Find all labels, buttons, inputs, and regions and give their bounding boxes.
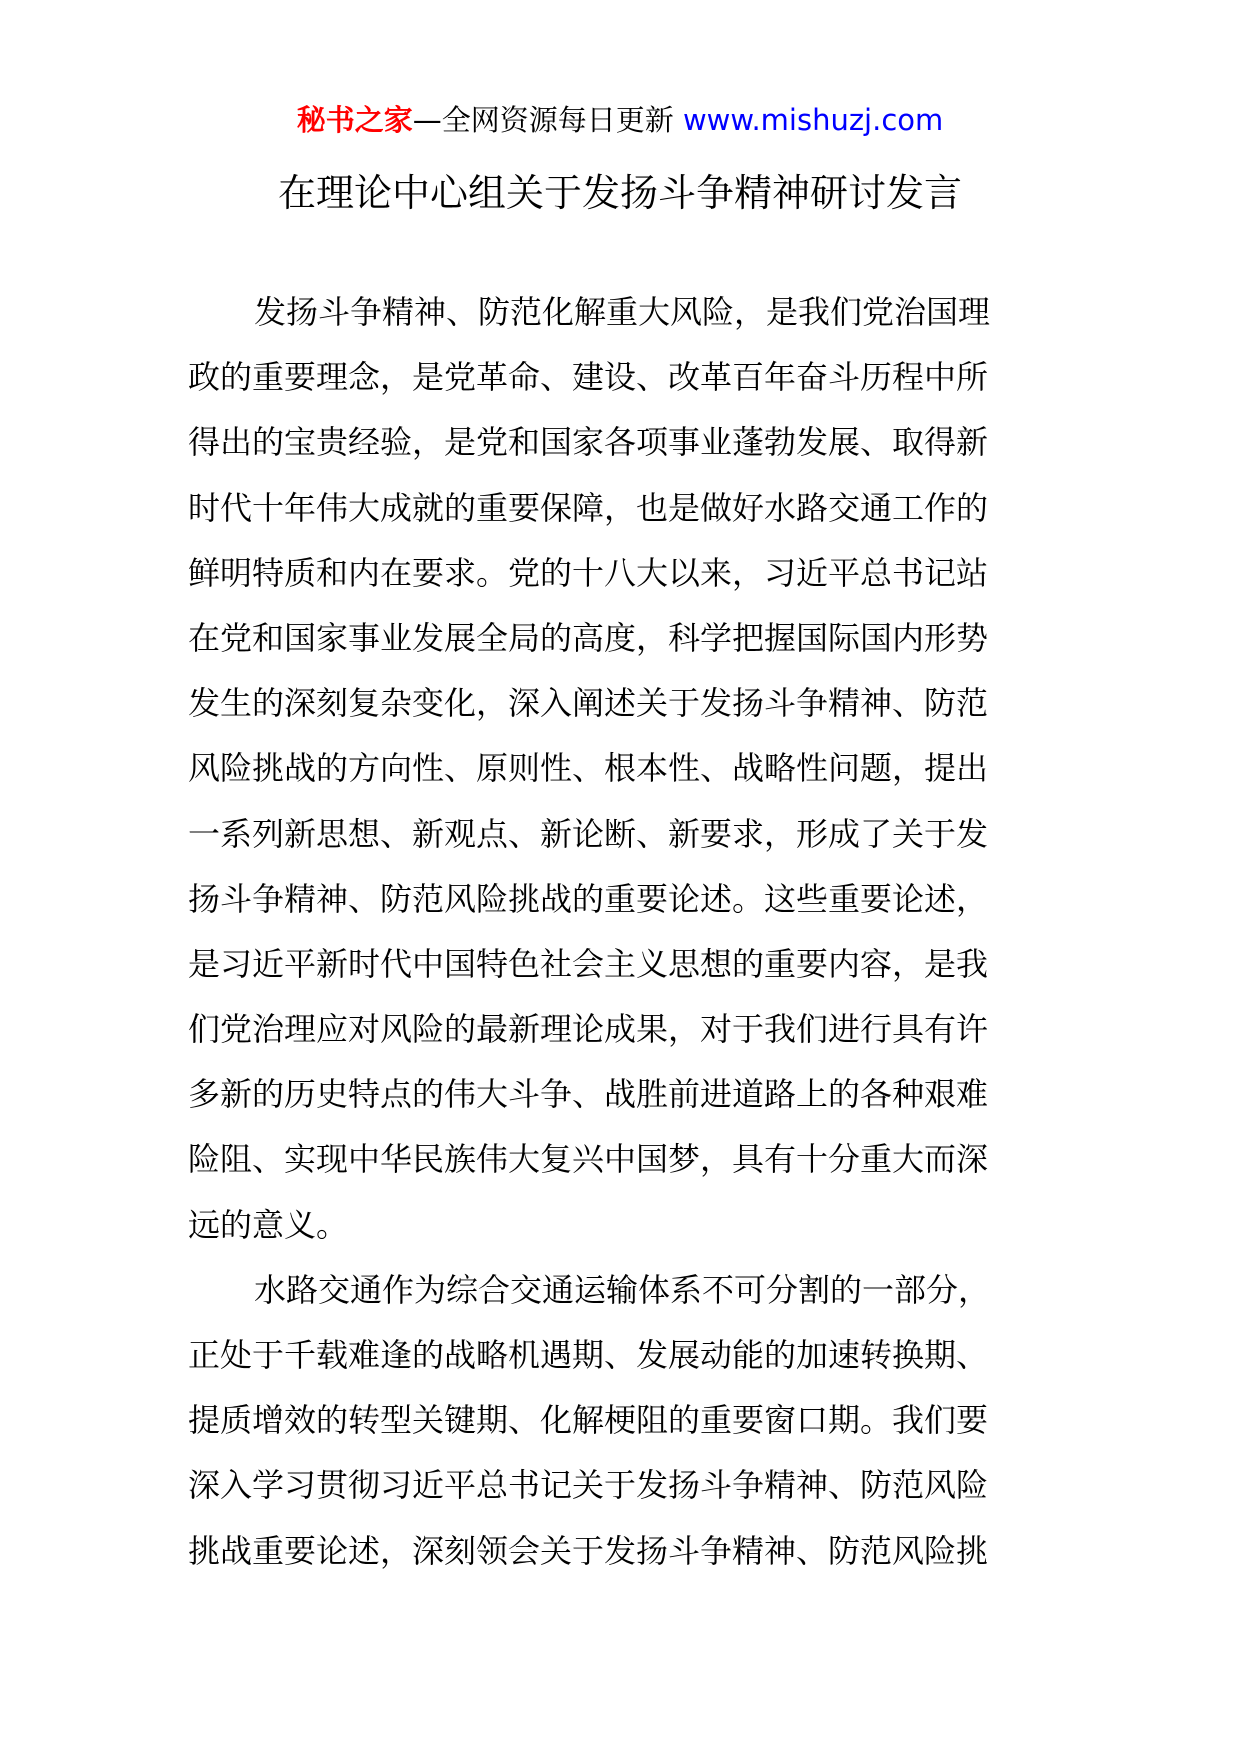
text-line: 提质增效的转型关键期、化解梗阻的重要窗口期。我们要	[188, 1401, 989, 1440]
text-line: 风险挑战的方向性、原则性、根本性、战略性问题，提出	[188, 749, 989, 788]
site-url[interactable]: www.mishuzj.com	[682, 103, 944, 137]
header-tagline: —全网资源每日更新	[412, 103, 683, 137]
text-line: 时代十年伟大成就的重要保障，也是做好水路交通工作的	[188, 488, 989, 527]
text-line: 政的重要理念，是党革命、建设、改革百年奋斗历程中所	[188, 358, 989, 397]
text-line: 水路交通作为综合交通运输体系不可分割的一部分，	[254, 1270, 991, 1309]
text-line: 发扬斗争精神、防范化解重大风险，是我们党治国理	[254, 293, 991, 331]
text-line: 在党和国家事业发展全局的高度，科学把握国际国内形势	[188, 618, 989, 657]
text-line: 远的意义。	[188, 1205, 349, 1244]
document-title: 在理论中心组关于发扬斗争精神研讨发言	[277, 171, 962, 215]
text-line: 是习近平新时代中国特色社会主义思想的重要内容，是我	[188, 944, 989, 983]
text-line: 鲜明特质和内在要求。党的十八大以来，习近平总书记站	[188, 553, 989, 592]
text-line: 扬斗争精神、防范风险挑战的重要论述。这些重要论述，	[188, 879, 989, 918]
text-line: 得出的宝贵经验，是党和国家各项事业蓬勃发展、取得新	[188, 423, 989, 462]
brand-name: 秘书之家	[296, 103, 413, 137]
text-line: 险阻、实现中华民族伟大复兴中国梦，具有十分重大而深	[188, 1140, 989, 1179]
text-line: 正处于千载难逢的战略机遇期、发展动能的加速转换期、	[188, 1336, 989, 1374]
text-line: 发生的深刻复杂变化，深入阐述关于发扬斗争精神、防范	[188, 684, 989, 723]
site-header	[0, 100, 1240, 140]
text-line: 们党治理应对风险的最新理论成果，对于我们进行具有许	[188, 1010, 989, 1049]
text-line: 一系列新思想、新观点、新论断、新要求，形成了关于发	[188, 814, 989, 853]
text-line: 深入学习贯彻习近平总书记关于发扬斗争精神、防范风险	[188, 1466, 989, 1505]
document-body	[188, 292, 1068, 1596]
text-line: 多新的历史特点的伟大斗争、战胜前进道路上的各种艰难	[188, 1075, 989, 1114]
text-line: 挑战重要论述，深刻领会关于发扬斗争精神、防范风险挑	[188, 1531, 989, 1570]
